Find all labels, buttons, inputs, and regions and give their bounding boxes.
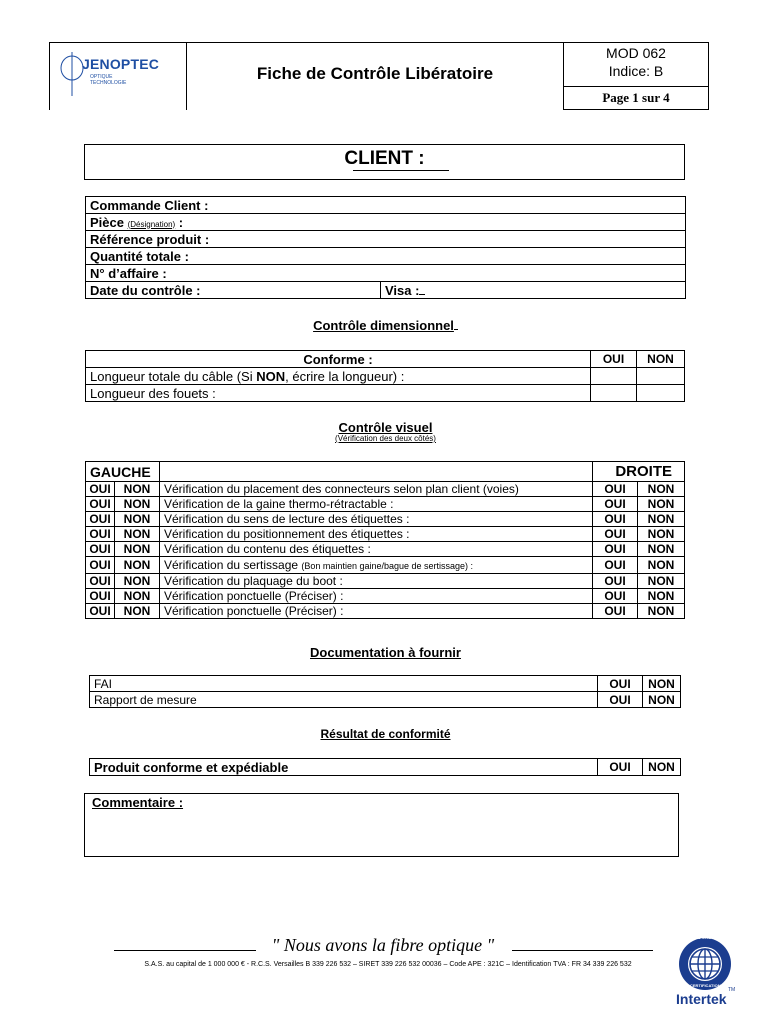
verification-label: Vérification ponctuelle (Préciser) : xyxy=(160,589,593,604)
droite-non[interactable]: NON xyxy=(638,574,685,589)
longueur-totale-non-cell[interactable] xyxy=(637,368,685,385)
documentation-row xyxy=(90,676,681,692)
droite-oui[interactable]: OUI xyxy=(593,512,638,527)
dimensionnel-title-text: Contrôle dimensionnel xyxy=(313,318,454,333)
resultat-table xyxy=(89,758,681,776)
gauche-non[interactable]: NON xyxy=(115,497,160,512)
header-separator xyxy=(563,86,709,87)
visuel-row xyxy=(86,557,685,574)
section-dimensionnel-title xyxy=(85,318,686,333)
visa-underline xyxy=(419,294,425,295)
documentation-row xyxy=(90,692,681,708)
title-underline-tail xyxy=(454,329,458,330)
gauche-non[interactable]: NON xyxy=(115,589,160,604)
visuel-row xyxy=(86,542,685,557)
commentaire-label: Commentaire : xyxy=(92,795,184,810)
quantite-totale-field[interactable]: Quantité totale : xyxy=(86,248,686,265)
longueur-fouets-row: Longueur des fouets : xyxy=(86,385,591,402)
droite-oui[interactable]: OUI xyxy=(593,557,638,574)
droite-header: DROITE xyxy=(593,462,685,482)
gauche-oui[interactable]: OUI xyxy=(86,557,115,574)
droite-non[interactable]: NON xyxy=(638,604,685,619)
logo-subtitle: OPTIQUE xyxy=(90,74,113,80)
documentation-non[interactable]: NON xyxy=(643,676,681,692)
gauche-non[interactable]: NON xyxy=(115,574,160,589)
droite-non[interactable]: NON xyxy=(638,557,685,574)
numero-affaire-field[interactable]: N° d’affaire : xyxy=(86,265,686,282)
date-controle-field[interactable]: Date du contrôle : xyxy=(86,282,381,299)
droite-oui[interactable]: OUI xyxy=(593,482,638,497)
commande-client-field[interactable]: Commande Client : xyxy=(86,197,686,214)
dimensionnel-table xyxy=(85,350,685,402)
footer-rule-right xyxy=(512,950,653,951)
visuel-row xyxy=(86,497,685,512)
droite-oui[interactable]: OUI xyxy=(593,527,638,542)
oui-header: OUI xyxy=(591,351,637,368)
gauche-oui[interactable]: OUI xyxy=(86,574,115,589)
section-visuel-subtitle: (Vérification des deux côtés) xyxy=(335,434,436,443)
droite-non[interactable]: NON xyxy=(638,497,685,512)
intertek-logo-text: Intertek xyxy=(676,991,727,1007)
revision-index: Indice: B xyxy=(608,63,664,79)
droite-non[interactable]: NON xyxy=(638,527,685,542)
row-text-bold: NON xyxy=(256,368,286,384)
section-resultat-title xyxy=(85,727,686,741)
cert-bottom-text: CERTIFICATION xyxy=(690,983,721,988)
footer-legal: S.A.S. au capital de 1 000 000 € - R.C.S. Versailles B 339 226 532 – SIRET 339 226 532 00036 – Code APE : 321C – Identification TVA : FR 34 339 226 532 xyxy=(144,961,632,968)
visuel-row xyxy=(86,482,685,497)
footer-slogan: " Nous avons la fibre optique " xyxy=(271,935,495,955)
client-underline xyxy=(353,170,449,171)
trademark-mark: TM xyxy=(728,987,736,993)
gauche-oui[interactable]: OUI xyxy=(86,542,115,557)
row-text-end: , écrire la longueur) : xyxy=(285,368,405,384)
droite-oui[interactable]: OUI xyxy=(593,574,638,589)
visuel-header-spacer xyxy=(160,462,593,482)
reference-produit-field[interactable]: Référence produit : xyxy=(86,231,686,248)
gauche-oui[interactable]: OUI xyxy=(86,527,115,542)
verification-label xyxy=(160,557,593,574)
cert-top-text: ISO 9001 xyxy=(694,935,711,940)
documentation-label: Rapport de mesure xyxy=(90,692,598,708)
documentation-oui[interactable]: OUI xyxy=(598,676,643,692)
header-top-rule xyxy=(187,42,563,43)
gauche-non[interactable]: NON xyxy=(115,482,160,497)
verification-label: Vérification du sens de lecture des étiquettes : xyxy=(160,512,593,527)
documentation-oui[interactable]: OUI xyxy=(598,692,643,708)
order-info-table xyxy=(85,196,686,299)
droite-non[interactable]: NON xyxy=(638,482,685,497)
documentation-title-text: Documentation à fournir xyxy=(310,645,461,660)
gauche-non[interactable]: NON xyxy=(115,512,160,527)
piece-label: Pièce xyxy=(90,214,124,230)
gauche-non[interactable]: NON xyxy=(115,604,160,619)
piece-note: (Désignation) xyxy=(127,219,176,229)
produit-conforme-label: Produit conforme et expédiable xyxy=(90,759,598,776)
gauche-oui[interactable]: OUI xyxy=(86,482,115,497)
visa-field[interactable] xyxy=(381,282,686,299)
documentation-label: FAI xyxy=(90,676,598,692)
piece-field[interactable] xyxy=(86,214,686,231)
longueur-totale-row xyxy=(86,368,591,385)
gauche-oui[interactable]: OUI xyxy=(86,589,115,604)
documentation-table xyxy=(89,675,681,708)
longueur-fouets-oui-cell[interactable] xyxy=(591,385,637,402)
verification-label: Vérification de la gaine thermo-rétractable : xyxy=(160,497,593,512)
visuel-row xyxy=(86,589,685,604)
resultat-title-text: Résultat de conformité xyxy=(320,727,451,741)
visuel-table xyxy=(85,461,685,619)
verification-label: Vérification du positionnement des étiquettes : xyxy=(160,527,593,542)
non-header: NON xyxy=(637,351,685,368)
model-number: MOD 062 xyxy=(606,45,666,61)
piece-colon: : xyxy=(175,214,184,230)
sertissage-note: (Bon maintien gaine/bague de sertissage) : xyxy=(301,561,474,571)
section-documentation-title xyxy=(85,645,686,660)
client-label: CLIENT : xyxy=(344,148,425,169)
visuel-title-text: Contrôle visuel xyxy=(338,420,433,435)
gauche-header: GAUCHE xyxy=(86,462,160,482)
gauche-oui[interactable]: OUI xyxy=(86,604,115,619)
visuel-row xyxy=(86,527,685,542)
verification-label: Vérification du placement des connecteurs selon plan client (voies) xyxy=(160,482,593,497)
verification-label: Vérification du contenu des étiquettes : xyxy=(160,542,593,557)
row-text: Longueur totale du câble (Si xyxy=(90,368,257,384)
droite-non[interactable]: NON xyxy=(638,589,685,604)
visuel-row xyxy=(86,604,685,619)
longueur-totale-oui-cell[interactable] xyxy=(591,368,637,385)
droite-oui[interactable]: OUI xyxy=(593,604,638,619)
gauche-oui[interactable]: OUI xyxy=(86,497,115,512)
visuel-row xyxy=(86,512,685,527)
visa-label: Visa : xyxy=(385,282,420,298)
longueur-fouets-non-cell[interactable] xyxy=(637,385,685,402)
resultat-non[interactable]: NON xyxy=(643,759,681,776)
logo-subtitle-2: TECHNOLOGIE xyxy=(90,80,127,86)
verification-text: Vérification du sertissage xyxy=(164,558,299,572)
droite-oui[interactable]: OUI xyxy=(593,542,638,557)
verification-label: Vérification du plaquage du boot : xyxy=(160,574,593,589)
section-visuel-title xyxy=(85,420,686,435)
logo-text: JENOPTEC xyxy=(82,56,160,72)
resultat-oui[interactable]: OUI xyxy=(598,759,643,776)
conforme-header: Conforme : xyxy=(86,351,591,368)
document-title: Fiche de Contrôle Libératoire xyxy=(256,64,494,83)
gauche-oui[interactable]: OUI xyxy=(86,512,115,527)
gauche-non[interactable]: NON xyxy=(115,542,160,557)
footer-rule-left xyxy=(114,950,256,951)
droite-non[interactable]: NON xyxy=(638,542,685,557)
gauche-non[interactable]: NON xyxy=(115,527,160,542)
droite-oui[interactable]: OUI xyxy=(593,497,638,512)
gauche-non[interactable]: NON xyxy=(115,557,160,574)
visuel-row xyxy=(86,574,685,589)
documentation-non[interactable]: NON xyxy=(643,692,681,708)
droite-oui[interactable]: OUI xyxy=(593,589,638,604)
droite-non[interactable]: NON xyxy=(638,512,685,527)
page-number: Page 1 sur 4 xyxy=(602,90,670,105)
verification-label: Vérification ponctuelle (Préciser) : xyxy=(160,604,593,619)
